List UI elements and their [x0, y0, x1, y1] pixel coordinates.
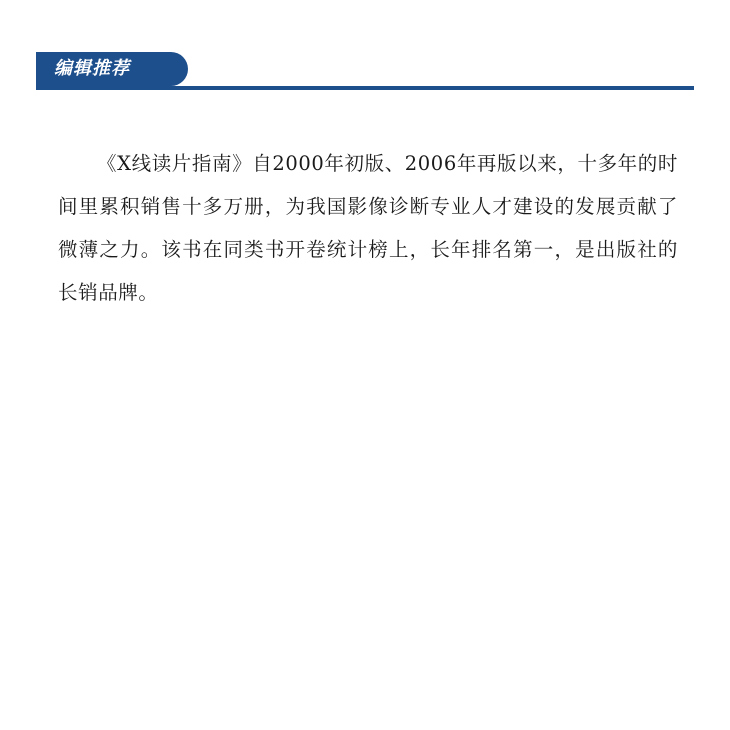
body-paragraph: 《X线读片指南》自2000年初版、2006年再版以来，十多年的时间里累积销售十多万册，为我国影像诊断专业人才建设的发展贡献了微薄之力。该书在同类书开卷统计榜上，长年排名第一，是出版社的长销品牌。 — [58, 152, 678, 304]
banner-rule — [36, 86, 694, 90]
section-banner — [36, 52, 694, 92]
section-title: 编辑推荐 — [54, 58, 130, 79]
